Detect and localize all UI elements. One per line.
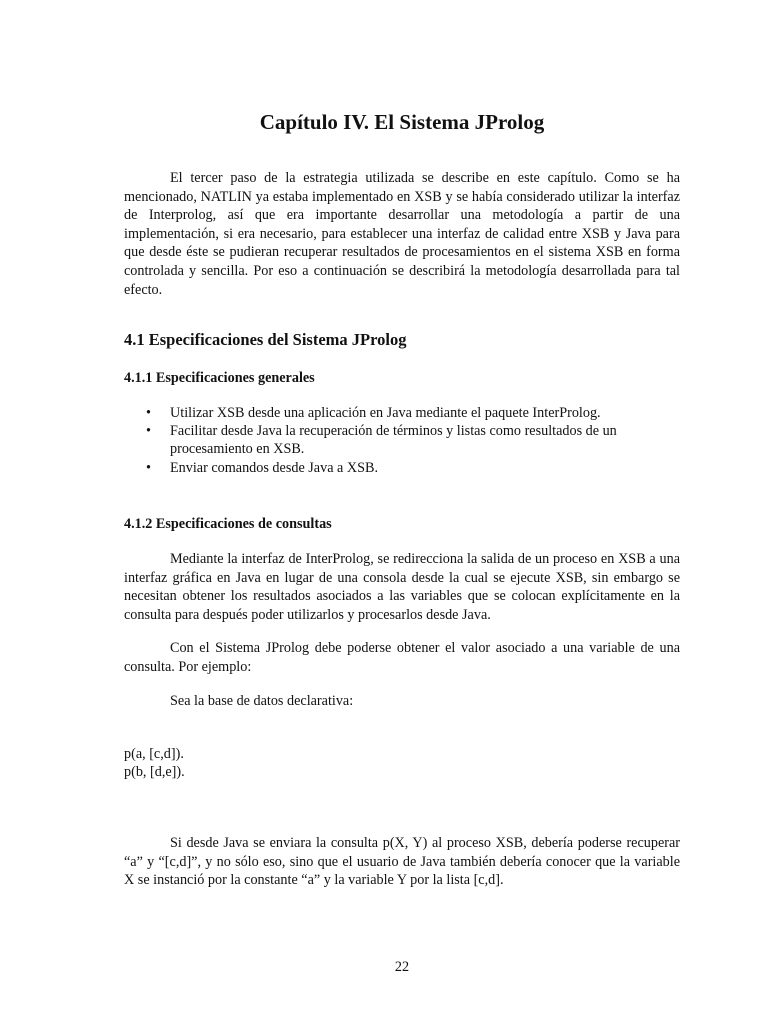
list-item-text: Facilitar desde Java la recuperación de términos y listas como resultados de un procesamiento en XSB. — [170, 423, 617, 458]
chapter-title: Capítulo IV. El Sistema JProlog — [259, 110, 545, 134]
prolog-code-block — [124, 745, 185, 781]
code-line: p(b, [d,e]). — [124, 764, 185, 780]
section-heading-4-1: 4.1 Especificaciones del Sistema JProlog — [124, 330, 407, 349]
page-number: 22 — [394, 959, 410, 975]
subsection-heading-4-1-2: 4.1.2 Especificaciones de consultas — [124, 516, 332, 532]
queries-paragraph-3: Sea la base de datos declarativa: — [170, 693, 354, 709]
code-line: p(a, [c,d]). — [124, 746, 184, 762]
list-item — [124, 459, 680, 477]
subsection-heading-4-1-1: 4.1.1 Especificaciones generales — [124, 370, 315, 386]
queries-paragraph-2: Con el Sistema JProlog debe poderse obtener el valor asociado a una variable de una consulta. Por ejemplo: — [124, 640, 680, 675]
list-item-text: Utilizar XSB desde una aplicación en Java mediante el paquete InterProlog. — [170, 405, 601, 421]
bullet-icon: • — [146, 423, 151, 440]
queries-paragraph-1: Mediante la interfaz de InterProlog, se redirecciona la salida de un proceso en XSB a una interfaz gráfica en Java en lugar de una consola desde la cual se ejecute XSB, sin embargo se necesitan obtener los resultados asociados a las variables que se colocan explícitamente en la consulta para después poder utilizarlos y procesarlos desde Java. — [124, 551, 680, 623]
bullet-icon: • — [146, 405, 151, 421]
queries-paragraph-4: Si desde Java se enviara la consulta p(X, Y) al proceso XSB, debería poderse recuperar “a” y “[c,d]”, y no sólo eso, sino que el usuario de Java también debería conocer que la variable X se instanció por la constante “a” y la variable Y por la lista [c,d]. — [124, 835, 680, 889]
bullet-icon: • — [146, 459, 151, 476]
intro-paragraph: El tercer paso de la estrategia utilizada se describe en este capítulo. Como se ha mencionado, NATLIN ya estaba implementado en XSB y se había considerado utilizar la interfaz de Interprolog, así que era importante desarrollar una metodología a partir de una implementación, si era necesario, para establecer una interfaz de calidad entre XSB y Java para que desde éste se pudieran recuperar resultados de procesamientos en el sistema XSB en forma controlada y sencilla. Por eso a continuación se describirá la metodología desarrollada para tal efecto. — [124, 170, 680, 298]
list-item — [124, 404, 680, 422]
general-specs-list — [124, 404, 680, 477]
list-item-text: Enviar comandos desde Java a XSB. — [170, 459, 379, 476]
list-item — [124, 422, 680, 458]
